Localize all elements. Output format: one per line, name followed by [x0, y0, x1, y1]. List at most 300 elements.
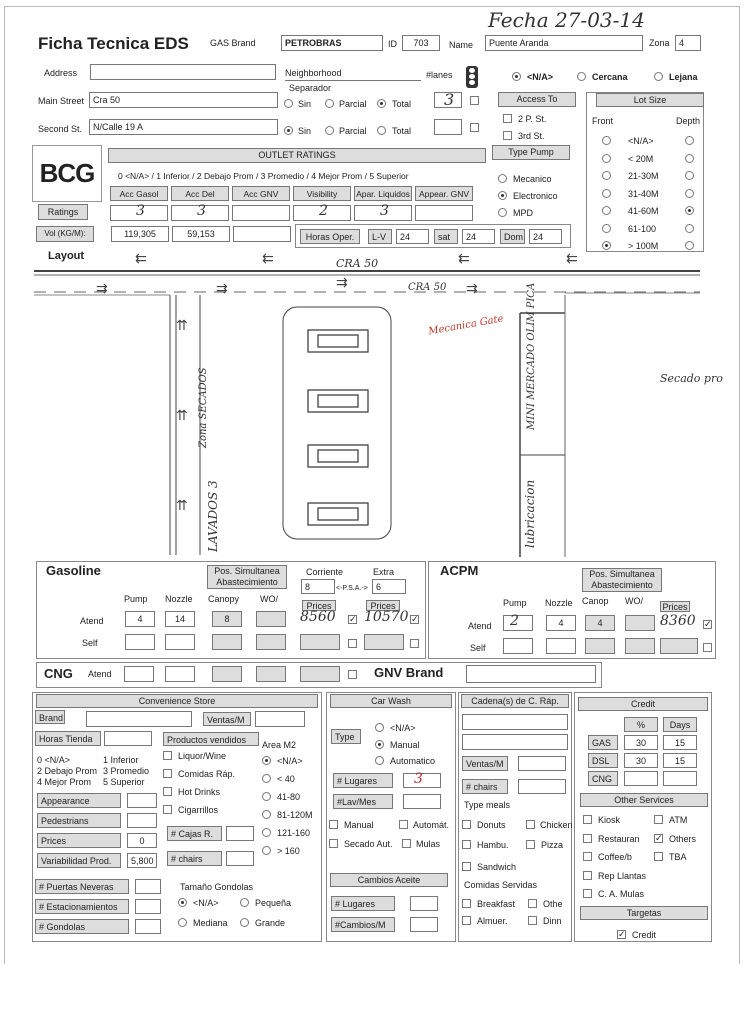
- lot-front-radio[interactable]: [602, 136, 611, 145]
- lot-front-label: Front: [592, 116, 614, 126]
- cadena-field-2[interactable]: [462, 734, 568, 750]
- cng-price-checkbox[interactable]: [348, 670, 357, 679]
- mecanica-label: Mecanica Gate: [427, 313, 505, 338]
- cadena-header: Cadena(s) de C. Ráp.: [461, 694, 569, 708]
- pump-electronico-radio[interactable]: [498, 191, 507, 200]
- comidas-label: Comidas Servidas: [464, 880, 538, 890]
- lot-depth-radio[interactable]: [685, 154, 694, 163]
- rating-col-header: Acc Del: [171, 186, 229, 201]
- lot-front-radio[interactable]: [602, 189, 611, 198]
- scale-2: 2 Debajo Prom: [37, 766, 98, 776]
- pedestrians-field[interactable]: [127, 813, 157, 828]
- scale-5: 5 Superior: [103, 777, 145, 787]
- meal-donuts-checkbox[interactable]: [462, 820, 471, 829]
- cw-autom-checkbox[interactable]: [399, 820, 408, 829]
- access-lejana-radio[interactable]: [654, 72, 663, 81]
- gas-self-wo[interactable]: [256, 634, 286, 650]
- sec-sin-radio[interactable]: [284, 126, 293, 135]
- cw-manual-label: Manual: [390, 740, 420, 750]
- second-lanes-checkbox[interactable]: [470, 123, 479, 132]
- access-na-radio[interactable]: [512, 72, 521, 81]
- rating-field[interactable]: [415, 205, 473, 221]
- layout-label: Layout: [48, 250, 85, 262]
- cw-na-label: <N/A>: [390, 723, 416, 733]
- tam-grande-label: Grande: [255, 918, 286, 928]
- cw-secado-checkbox[interactable]: [329, 839, 338, 848]
- tam-grande-radio[interactable]: [240, 918, 249, 927]
- main-street-field[interactable]: Cra 50: [89, 92, 278, 108]
- cw-manual-chk-label: Manual: [344, 820, 374, 830]
- lot-size-header: Lot Size: [596, 93, 704, 107]
- cng-pump[interactable]: [124, 666, 154, 682]
- lot-depth-label: Depth: [676, 116, 701, 126]
- sep-total-radio[interactable]: [377, 99, 386, 108]
- address-field[interactable]: [90, 64, 276, 80]
- gas-self-label: Self: [82, 638, 98, 648]
- svg-text:⇇: ⇇: [262, 251, 274, 267]
- zona-field[interactable]: 4: [675, 35, 701, 51]
- meal-donuts-label: Donuts: [477, 820, 506, 830]
- tam-na-radio[interactable]: [178, 898, 187, 907]
- svg-text:⇇: ⇇: [566, 251, 578, 267]
- area-option-label: <N/A>: [277, 756, 303, 766]
- rating-handwritten: 3: [136, 203, 145, 219]
- acpm-nozzle-field[interactable]: 4: [546, 615, 576, 631]
- lot-option-label: 41-60M: [628, 206, 659, 216]
- traffic-light-icon: [466, 66, 478, 88]
- serv-breakfast-label: Breakfast: [477, 899, 516, 909]
- horas-label: Horas Oper.: [300, 229, 360, 244]
- pump-mecanico-radio[interactable]: [498, 174, 507, 183]
- service-checkbox[interactable]: [583, 834, 592, 843]
- area-option-label: < 40: [277, 774, 295, 784]
- sep-parcial-label: Parcial: [339, 99, 367, 109]
- acpm-self-pump[interactable]: [503, 638, 533, 654]
- lot-depth-radio[interactable]: [685, 136, 694, 145]
- acpm-self-canop[interactable]: [585, 638, 615, 654]
- gas-canopy-field[interactable]: 8: [212, 611, 242, 627]
- acpm-price-checkbox[interactable]: ✓: [704, 619, 712, 629]
- acpm-title: ACPM: [440, 563, 479, 578]
- extra-field[interactable]: 6: [372, 579, 406, 594]
- dom-field[interactable]: 24: [529, 229, 562, 244]
- gas-atend-label: Atend: [80, 616, 104, 626]
- cw-mulas-checkbox[interactable]: [402, 839, 411, 848]
- svg-text:⇈: ⇈: [176, 318, 188, 334]
- acpm-pos-sim-header: Pos. Simultanea Abastecimiento: [582, 568, 662, 592]
- acpm-atend-label: Atend: [468, 621, 492, 631]
- lot-depth-radio[interactable]: [685, 224, 694, 233]
- id-field[interactable]: 703: [402, 35, 440, 51]
- fecha-handwritten: Fecha 27-03-14: [488, 8, 645, 32]
- acpm-wo-field[interactable]: [625, 615, 655, 631]
- id-label: ID: [388, 39, 397, 49]
- carwash-header: Car Wash: [330, 694, 452, 708]
- area-option-label: 41-80: [277, 792, 301, 802]
- area-option-label: 81-120M: [277, 810, 313, 820]
- mini-mercado-label: MINI MERCADO OLIM PICA: [526, 282, 537, 430]
- rating-col-header: Visibility: [293, 186, 351, 201]
- cw-auto-label: Automatico: [390, 756, 436, 766]
- cw-manual-checkbox[interactable]: [329, 820, 338, 829]
- service-checkbox[interactable]: [654, 815, 663, 824]
- access-3rd-checkbox[interactable]: [503, 131, 512, 140]
- scale-3: 3 Promedio: [103, 766, 150, 776]
- meal-hambu-checkbox[interactable]: [462, 840, 471, 849]
- gas-pump-field[interactable]: 4: [125, 611, 155, 627]
- meal-sandwich-label: Sandwich: [477, 862, 517, 872]
- cng-title: CNG: [44, 666, 73, 681]
- main-street-label: Main Street: [38, 96, 85, 106]
- cw-lugares-label: # Lugares: [333, 773, 393, 788]
- gas-self-pump[interactable]: [125, 634, 155, 650]
- svg-text:⇉: ⇉: [96, 281, 108, 297]
- service-checkbox[interactable]: [654, 852, 663, 861]
- gas-pos-sim-header: Pos. Simultanea Abastecimiento: [207, 565, 287, 589]
- cw-lav-field[interactable]: [403, 794, 441, 809]
- product-label: Comidas Ráp.: [178, 769, 236, 779]
- chairs-field[interactable]: [226, 851, 254, 866]
- vol-gnv[interactable]: [233, 226, 291, 242]
- cng-canopy[interactable]: [212, 666, 242, 682]
- road-label-top: CRA 50: [336, 257, 379, 270]
- puertas-field[interactable]: [135, 879, 161, 894]
- cajas-label: # Cajas R.: [167, 826, 222, 841]
- svg-text:⇈: ⇈: [176, 408, 188, 424]
- store-header: Convenience Store: [36, 694, 318, 708]
- area-radio[interactable]: [262, 810, 271, 819]
- meal-pizza-checkbox[interactable]: [526, 840, 535, 849]
- gond-label: # Gondolas: [35, 919, 129, 934]
- lot-depth-radio[interactable]: [685, 206, 694, 215]
- product-checkbox[interactable]: [163, 787, 172, 796]
- access-cercana-radio[interactable]: [577, 72, 586, 81]
- rating-col-header: Apar. Liquidos: [354, 186, 412, 201]
- lubricacion-label: lubricacion: [523, 479, 537, 548]
- tam-pequena-radio[interactable]: [240, 898, 249, 907]
- credit-row-label: CNG: [588, 771, 618, 786]
- gas-nozzle-label: Nozzle: [165, 594, 193, 604]
- gas-canopy-label: Canopy: [208, 594, 240, 604]
- svg-text:⇉: ⇉: [336, 275, 348, 291]
- psa-label: <-P.S.A.->: [336, 585, 368, 592]
- sec-sin-label: Sin: [298, 126, 312, 136]
- lot-front-radio[interactable]: [602, 206, 611, 215]
- lot-front-radio[interactable]: [602, 154, 611, 163]
- cw-lav-label: #Lav/Mes: [333, 794, 393, 809]
- gas-wo-label: WO/: [260, 594, 278, 604]
- svg-text:⇇: ⇇: [458, 251, 470, 267]
- store-brand-field[interactable]: [86, 711, 192, 727]
- sat-label: sat: [434, 229, 458, 244]
- credit-checkbox-label: Credit: [632, 930, 657, 940]
- pump-mpd-radio[interactable]: [498, 208, 507, 217]
- area-m2-label: Area M2: [262, 740, 297, 750]
- service-label: Coffee/b: [598, 852, 632, 862]
- acpm-nozzle-label: Nozzle: [545, 598, 573, 608]
- serv-almuer-label: Almuer.: [477, 916, 508, 926]
- access-na-label: <N/A>: [527, 72, 554, 82]
- outlet-ratings-header: OUTLET RATINGS: [108, 148, 486, 163]
- acpm-canop-field[interactable]: 4: [585, 615, 615, 631]
- pump-mpd-label: MPD: [513, 208, 533, 218]
- service-label: TBA: [669, 852, 687, 862]
- lv-field[interactable]: 24: [396, 229, 429, 244]
- cng-wo[interactable]: [256, 666, 286, 682]
- service-label: Others: [669, 833, 697, 844]
- product-label: Liquor/Wine: [178, 751, 227, 761]
- sep-total-label: Total: [392, 99, 412, 109]
- productos-label: Productos vendidos: [163, 732, 259, 746]
- ca-cambios-field[interactable]: [410, 917, 438, 932]
- meal-chicken-checkbox[interactable]: [526, 820, 535, 829]
- neighborhood-label: Neighborhood: [285, 68, 342, 78]
- ratings-label: Ratings: [38, 204, 88, 220]
- vol-label: Vol (KG/M):: [36, 226, 94, 242]
- serv-othe-checkbox[interactable]: [528, 899, 537, 908]
- service-label: Restauran: [598, 833, 640, 844]
- credit-pct-field[interactable]: 30: [624, 753, 658, 768]
- lavados-label: LAVADOS 3: [206, 480, 220, 552]
- rating-handwritten: 3: [197, 203, 206, 219]
- credit-header: Credit: [578, 697, 708, 711]
- gnv-brand-field[interactable]: [466, 665, 596, 683]
- gas-self-price2-checkbox[interactable]: [410, 639, 419, 648]
- cw-autom-label: Automát.: [413, 820, 450, 830]
- gas-price1-checkbox[interactable]: ✓: [349, 614, 357, 624]
- service-label: ATM: [669, 815, 688, 825]
- gas-self-price1[interactable]: [300, 634, 340, 650]
- var-label: Variabilidad Prod.: [37, 853, 121, 868]
- zona-label: Zona: [649, 38, 670, 48]
- rating-col-header: Appear. GNV: [415, 186, 473, 201]
- gas-price2-checkbox[interactable]: ✓: [411, 614, 419, 624]
- area-radio[interactable]: [262, 828, 271, 837]
- horas-tienda-field[interactable]: [104, 731, 152, 746]
- gond-field[interactable]: [135, 919, 161, 934]
- cw-auto-radio[interactable]: [375, 756, 384, 765]
- tam-mediana-radio[interactable]: [178, 918, 187, 927]
- cadena-chairs-field[interactable]: [518, 779, 566, 794]
- credit-days-field[interactable]: [663, 771, 697, 786]
- secado-label: Secado pro: [660, 372, 723, 385]
- credit-checkbox[interactable]: ✓: [618, 929, 626, 939]
- svg-text:⇉: ⇉: [466, 281, 478, 297]
- acpm-self-nozzle[interactable]: [546, 638, 576, 654]
- var-field[interactable]: 5,800: [127, 853, 157, 868]
- sep-sin-label: Sin: [298, 99, 312, 109]
- separador-label: Separador: [289, 83, 332, 93]
- access-lejana-label: Lejana: [669, 72, 698, 82]
- cadena-ventas-field[interactable]: [518, 756, 566, 771]
- vol-gasol[interactable]: 119,305: [111, 226, 169, 242]
- serv-dinn-checkbox[interactable]: [528, 916, 537, 925]
- lot-option-label: 21-30M: [628, 171, 659, 181]
- prices-field[interactable]: 0: [127, 833, 157, 848]
- estac-label: # Estacionamientos: [35, 899, 129, 914]
- gas-self-price1-checkbox[interactable]: [348, 639, 357, 648]
- credit-days-label: Days: [663, 717, 697, 732]
- credit-pct-field[interactable]: [624, 771, 658, 786]
- address-label: Address: [44, 68, 78, 78]
- service-checkbox[interactable]: [583, 889, 592, 898]
- gasoline-title: Gasoline: [46, 563, 101, 578]
- service-label: Rep Llantas: [598, 870, 647, 881]
- lot-option-label: 61-100: [628, 223, 657, 234]
- area-radio[interactable]: [262, 792, 271, 801]
- gas-prices-header-2: Prices: [366, 600, 400, 611]
- store-ventas-label: Ventas/M: [203, 712, 251, 726]
- gas-brand-label: GAS Brand: [210, 38, 256, 48]
- cadena-ventas-label: Ventas/M: [462, 756, 508, 771]
- serv-breakfast-checkbox[interactable]: [462, 899, 471, 908]
- credit-pct-field[interactable]: 30: [624, 735, 658, 750]
- road-label-bottom: CRA 50: [408, 282, 447, 293]
- name-field[interactable]: Puente Aranda: [485, 35, 643, 51]
- acpm-canop-label: Canop: [582, 596, 609, 606]
- cng-nozzle[interactable]: [165, 666, 195, 682]
- cw-mulas-label: Mulas: [416, 839, 441, 849]
- serv-almuer-checkbox[interactable]: [462, 916, 471, 925]
- scale-0: 0 <N/A>: [37, 755, 71, 765]
- lanes-label: #lanes: [426, 70, 453, 80]
- form-title: Ficha Tecnica EDS: [38, 34, 189, 53]
- rating-field[interactable]: [232, 205, 290, 221]
- gas-price-corriente: 8560: [300, 609, 336, 625]
- product-label: Cigarrillos: [178, 805, 219, 815]
- lot-option-label: > 100M: [628, 241, 659, 251]
- acpm-pump-label: Pump: [503, 598, 527, 608]
- serv-dinn-label: Dinn: [543, 916, 562, 926]
- credit-row-label: DSL: [588, 753, 618, 768]
- sep-sin-radio[interactable]: [284, 99, 293, 108]
- acpm-prices-header: Prices: [660, 601, 690, 612]
- appearance-label: Appearance: [37, 793, 121, 808]
- area-radio[interactable]: [262, 846, 271, 855]
- service-checkbox[interactable]: ✓: [655, 832, 663, 843]
- pump-electronico-label: Electronico: [513, 191, 558, 201]
- acpm-self-price[interactable]: [660, 638, 698, 654]
- lanes-checkbox[interactable]: [470, 96, 479, 105]
- cadena-field-1[interactable]: [462, 714, 568, 730]
- cw-lugares-handwritten: 3: [414, 771, 423, 787]
- product-checkbox[interactable]: [163, 769, 172, 778]
- outlet-legend: 0 <N/A> / 1 Inferior / 2 Debajo Prom / 3 Promedio / 4 Mejor Prom / 5 Superior: [118, 171, 409, 181]
- gas-self-nozzle[interactable]: [165, 634, 195, 650]
- acpm-pump-handwritten: 2: [510, 613, 519, 629]
- product-checkbox[interactable]: [163, 751, 172, 760]
- cng-price[interactable]: [300, 666, 340, 682]
- service-label: Kiosk: [598, 815, 621, 825]
- cajas-field[interactable]: [226, 826, 254, 841]
- area-option-label: 121-160: [277, 828, 311, 838]
- pedestrians-label: Pedestrians: [37, 813, 121, 828]
- ca-lugares-field[interactable]: [410, 896, 438, 911]
- access-cercana-label: Cercana: [592, 72, 628, 82]
- cambios-header: Cambios Aceite: [330, 873, 448, 887]
- rating-handwritten: 3: [380, 203, 389, 219]
- rating-handwritten: 2: [319, 203, 328, 219]
- area-radio[interactable]: [262, 756, 271, 765]
- carwash-type-label: Type: [331, 729, 361, 744]
- svg-text:⇇: ⇇: [135, 251, 147, 267]
- vol-del[interactable]: 59,153: [172, 226, 230, 242]
- sat-field[interactable]: 24: [462, 229, 495, 244]
- lv-label: L-V: [368, 229, 392, 244]
- service-checkbox[interactable]: [583, 852, 592, 861]
- acpm-self-wo[interactable]: [625, 638, 655, 654]
- gas-wo-field[interactable]: [256, 611, 286, 627]
- lot-depth-radio[interactable]: [685, 189, 694, 198]
- estac-field[interactable]: [135, 899, 161, 914]
- acpm-self-price-checkbox[interactable]: [703, 643, 712, 652]
- service-checkbox[interactable]: [583, 815, 592, 824]
- cw-manual-radio[interactable]: [375, 740, 384, 749]
- tam-pequena-label: Pequeña: [255, 898, 292, 908]
- svg-text:⇉: ⇉: [216, 281, 228, 297]
- ca-lugares-label: # Lugares: [331, 896, 395, 911]
- acpm-self-label: Self: [470, 643, 486, 653]
- credit-days-field[interactable]: 15: [663, 753, 697, 768]
- neighborhood-field[interactable]: [285, 80, 421, 81]
- cw-na-radio[interactable]: [375, 723, 384, 732]
- access-2p-checkbox[interactable]: [503, 114, 512, 123]
- puertas-label: # Puertas Neveras: [35, 879, 129, 894]
- credit-days-field[interactable]: 15: [663, 735, 697, 750]
- credit-row-label: GAS: [588, 735, 618, 750]
- gas-self-canopy[interactable]: [212, 634, 242, 650]
- sep-parcial-radio[interactable]: [325, 99, 334, 108]
- corriente-label: Corriente: [306, 567, 344, 577]
- lot-front-radio[interactable]: [602, 224, 611, 233]
- second-lanes-field[interactable]: [434, 119, 462, 135]
- gas-nozzle-field[interactable]: 14: [165, 611, 195, 627]
- svg-text:⇈: ⇈: [176, 498, 188, 514]
- rating-col-header: Acc Gasol: [110, 186, 168, 201]
- gas-price-extra: 10570: [364, 609, 409, 625]
- cng-atend-label: Atend: [88, 669, 112, 679]
- access-to-header: Access To: [498, 92, 576, 107]
- tam-mediana-label: Mediana: [193, 918, 228, 928]
- name-label: Name: [449, 40, 474, 50]
- scale-1: 1 Inferior: [103, 755, 139, 765]
- acpm-price: 8360: [660, 613, 696, 629]
- second-st-field[interactable]: N/Calle 19 A: [89, 119, 278, 135]
- sec-total-radio[interactable]: [377, 126, 386, 135]
- lot-depth-radio[interactable]: [685, 171, 694, 180]
- gas-brand-field[interactable]: PETROBRAS: [281, 35, 383, 51]
- lot-front-radio[interactable]: [602, 171, 611, 180]
- gnv-brand-label: GNV Brand: [374, 665, 444, 680]
- meal-sandwich-checkbox[interactable]: [462, 862, 471, 871]
- area-radio[interactable]: [262, 774, 271, 783]
- sec-parcial-radio[interactable]: [325, 126, 334, 135]
- gas-self-price2[interactable]: [364, 634, 404, 650]
- lot-option-label: 31-40M: [628, 188, 659, 199]
- product-checkbox[interactable]: [163, 805, 172, 814]
- corriente-field[interactable]: 8: [301, 579, 335, 594]
- lanes-handwritten: 3: [444, 90, 455, 109]
- service-checkbox[interactable]: [583, 871, 592, 880]
- meal-chicken-label: Chicken: [540, 820, 573, 830]
- tam-na-label: <N/A>: [193, 898, 219, 908]
- extra-label: Extra: [373, 567, 395, 577]
- access-3rd-label: 3rd St.: [518, 131, 545, 141]
- second-st-label: Second St.: [38, 124, 83, 134]
- appearance-field[interactable]: [127, 793, 157, 808]
- store-ventas-field[interactable]: [255, 711, 305, 727]
- layout-sketch: [30, 245, 720, 560]
